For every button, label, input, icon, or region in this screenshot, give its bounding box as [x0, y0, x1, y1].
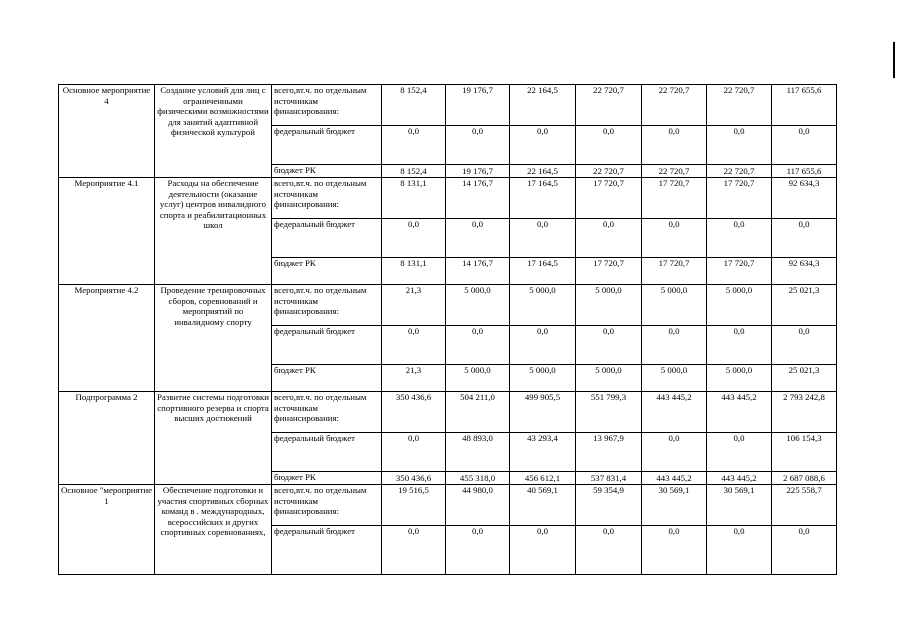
value-cell: 5 000,0 [642, 285, 707, 326]
value-cell: 504 211,0 [446, 392, 510, 433]
value-cell: 0,0 [510, 326, 576, 365]
program-title-cell: Обеспечение подготовки и участия спортивных сборных команд в . международных, всероссийских и других спортивных соревнованиях, [155, 485, 272, 575]
value-cell: 92 634,3 [772, 258, 837, 285]
funding-source-cell: бюджет РК [272, 165, 382, 178]
value-cell: 5 000,0 [576, 365, 642, 392]
funding-source-cell: федеральный бюджет [272, 433, 382, 472]
value-cell: 0,0 [707, 126, 772, 165]
value-cell: 8 152,4 [382, 85, 446, 126]
value-cell: 2 793 242,8 [772, 392, 837, 433]
program-code-cell: Основное мероприятие 4 [59, 85, 155, 178]
program-code-cell: Мероприятие 4.1 [59, 178, 155, 285]
value-cell: 44 980,0 [446, 485, 510, 526]
value-cell: 8 152,4 [382, 165, 446, 178]
value-cell: 0,0 [772, 526, 837, 575]
value-cell: 0,0 [382, 526, 446, 575]
value-cell: 551 799,3 [576, 392, 642, 433]
value-cell: 19 176,7 [446, 85, 510, 126]
value-cell: 13 967,9 [576, 433, 642, 472]
value-cell: 0,0 [642, 433, 707, 472]
value-cell: 0,0 [642, 326, 707, 365]
value-cell: 5 000,0 [446, 365, 510, 392]
program-title-cell: Проведение тренировочных сборов, соревнований и мероприятий по инвалидному спорту [155, 285, 272, 392]
value-cell: 21,3 [382, 285, 446, 326]
value-cell: 117 655,6 [772, 85, 837, 126]
funding-source-cell: всего,вт.ч. по отдельным источникам финансирования: [272, 285, 382, 326]
table-row [59, 485, 837, 526]
financing-table [58, 84, 837, 575]
value-cell: 106 154,3 [772, 433, 837, 472]
value-cell: 17 720,7 [642, 258, 707, 285]
value-cell: 25 021,3 [772, 365, 837, 392]
value-cell: 22 720,7 [642, 165, 707, 178]
value-cell: 43 293,4 [510, 433, 576, 472]
program-code-cell: Мероприятие 4.2 [59, 285, 155, 392]
value-cell: 0,0 [772, 219, 837, 258]
value-cell: 456 612,1 [510, 472, 576, 485]
funding-source-cell: федеральный бюджет [272, 326, 382, 365]
table-body [59, 85, 837, 575]
value-cell: 14 176,7 [446, 178, 510, 219]
value-cell: 0,0 [510, 126, 576, 165]
value-cell: 0,0 [576, 219, 642, 258]
value-cell: 5 000,0 [707, 285, 772, 326]
value-cell: 0,0 [707, 219, 772, 258]
value-cell: 5 000,0 [707, 365, 772, 392]
value-cell: 8 131,1 [382, 178, 446, 219]
value-cell: 22 720,7 [576, 165, 642, 178]
value-cell: 30 569,1 [642, 485, 707, 526]
value-cell: 0,0 [510, 526, 576, 575]
value-cell: 350 436,6 [382, 472, 446, 485]
value-cell: 40 569,1 [510, 485, 576, 526]
value-cell: 0,0 [382, 433, 446, 472]
value-cell: 537 831,4 [576, 472, 642, 485]
value-cell: 5 000,0 [576, 285, 642, 326]
value-cell: 5 000,0 [510, 285, 576, 326]
funding-source-cell: всего,вт.ч. по отдельным источникам финансирования: [272, 85, 382, 126]
value-cell: 14 176,7 [446, 258, 510, 285]
funding-source-cell: федеральный бюджет [272, 126, 382, 165]
funding-source-cell: всего,вт.ч. по отдельным источникам финансирования: [272, 485, 382, 526]
value-cell: 17 164,5 [510, 178, 576, 219]
value-cell: 19 176,7 [446, 165, 510, 178]
value-cell: 5 000,0 [510, 365, 576, 392]
table-row [59, 85, 837, 126]
funding-source-cell: бюджет РК [272, 258, 382, 285]
value-cell: 92 634,3 [772, 178, 837, 219]
value-cell: 30 569,1 [707, 485, 772, 526]
value-cell: 0,0 [642, 126, 707, 165]
funding-source-cell: бюджет РК [272, 365, 382, 392]
funding-source-cell: федеральный бюджет [272, 219, 382, 258]
program-code-cell: Основное "мероприятие 1 [59, 485, 155, 575]
funding-source-cell: федеральный бюджет [272, 526, 382, 575]
value-cell: 48 893,0 [446, 433, 510, 472]
value-cell: 0,0 [707, 433, 772, 472]
value-cell: 17 720,7 [576, 258, 642, 285]
value-cell: 59 354,9 [576, 485, 642, 526]
value-cell: 8 131,1 [382, 258, 446, 285]
value-cell: 21,3 [382, 365, 446, 392]
value-cell: 5 000,0 [642, 365, 707, 392]
value-cell: 225 558,7 [772, 485, 837, 526]
value-cell: 350 436,6 [382, 392, 446, 433]
value-cell: 0,0 [446, 326, 510, 365]
value-cell: 0,0 [446, 219, 510, 258]
value-cell: 0,0 [446, 526, 510, 575]
value-cell: 17 720,7 [707, 178, 772, 219]
value-cell: 17 720,7 [707, 258, 772, 285]
table-row [59, 178, 837, 219]
value-cell: 22 720,7 [576, 85, 642, 126]
value-cell: 443 445,2 [707, 472, 772, 485]
value-cell: 22 164,5 [510, 165, 576, 178]
value-cell: 17 164,5 [510, 258, 576, 285]
value-cell: 499 905,5 [510, 392, 576, 433]
value-cell: 0,0 [510, 219, 576, 258]
value-cell: 22 720,7 [707, 85, 772, 126]
page-edge-mark [893, 42, 895, 78]
value-cell: 0,0 [772, 326, 837, 365]
funding-source-cell: всего,вт.ч. по отдельным источникам финансирования: [272, 392, 382, 433]
value-cell: 0,0 [707, 526, 772, 575]
value-cell: 117 655,6 [772, 165, 837, 178]
value-cell: 0,0 [707, 326, 772, 365]
value-cell: 22 720,7 [707, 165, 772, 178]
value-cell: 2 687 088,6 [772, 472, 837, 485]
value-cell: 0,0 [642, 526, 707, 575]
value-cell: 22 164,5 [510, 85, 576, 126]
value-cell: 0,0 [642, 219, 707, 258]
value-cell: 0,0 [382, 126, 446, 165]
value-cell: 443 445,2 [642, 472, 707, 485]
program-title-cell: Расходы на обеспечение деятельности (оказание услуг) центров инвалидного спорта и реабилитационных школ [155, 178, 272, 285]
value-cell: 443 445,2 [642, 392, 707, 433]
value-cell: 17 720,7 [576, 178, 642, 219]
program-title-cell: Развитие системы подготовки спортивного резерва и спорта высших достижений [155, 392, 272, 485]
value-cell: 0,0 [382, 326, 446, 365]
value-cell: 455 318,0 [446, 472, 510, 485]
value-cell: 0,0 [772, 126, 837, 165]
funding-source-cell: бюджет РК [272, 472, 382, 485]
value-cell: 17 720,7 [642, 178, 707, 219]
program-code-cell: Подпрограмма 2 [59, 392, 155, 485]
value-cell: 0,0 [576, 326, 642, 365]
funding-source-cell: всего,вт.ч. по отдельным источникам финансирования: [272, 178, 382, 219]
value-cell: 0,0 [382, 219, 446, 258]
value-cell: 22 720,7 [642, 85, 707, 126]
table-row [59, 392, 837, 433]
value-cell: 0,0 [576, 126, 642, 165]
program-title-cell: Создание условий для лиц с ограниченными физическими возможностями для занятий адаптивной физической культурой [155, 85, 272, 178]
table-row [59, 285, 837, 326]
value-cell: 0,0 [576, 526, 642, 575]
value-cell: 0,0 [446, 126, 510, 165]
value-cell: 443 445,2 [707, 392, 772, 433]
value-cell: 5 000,0 [446, 285, 510, 326]
value-cell: 25 021,3 [772, 285, 837, 326]
value-cell: 19 516,5 [382, 485, 446, 526]
